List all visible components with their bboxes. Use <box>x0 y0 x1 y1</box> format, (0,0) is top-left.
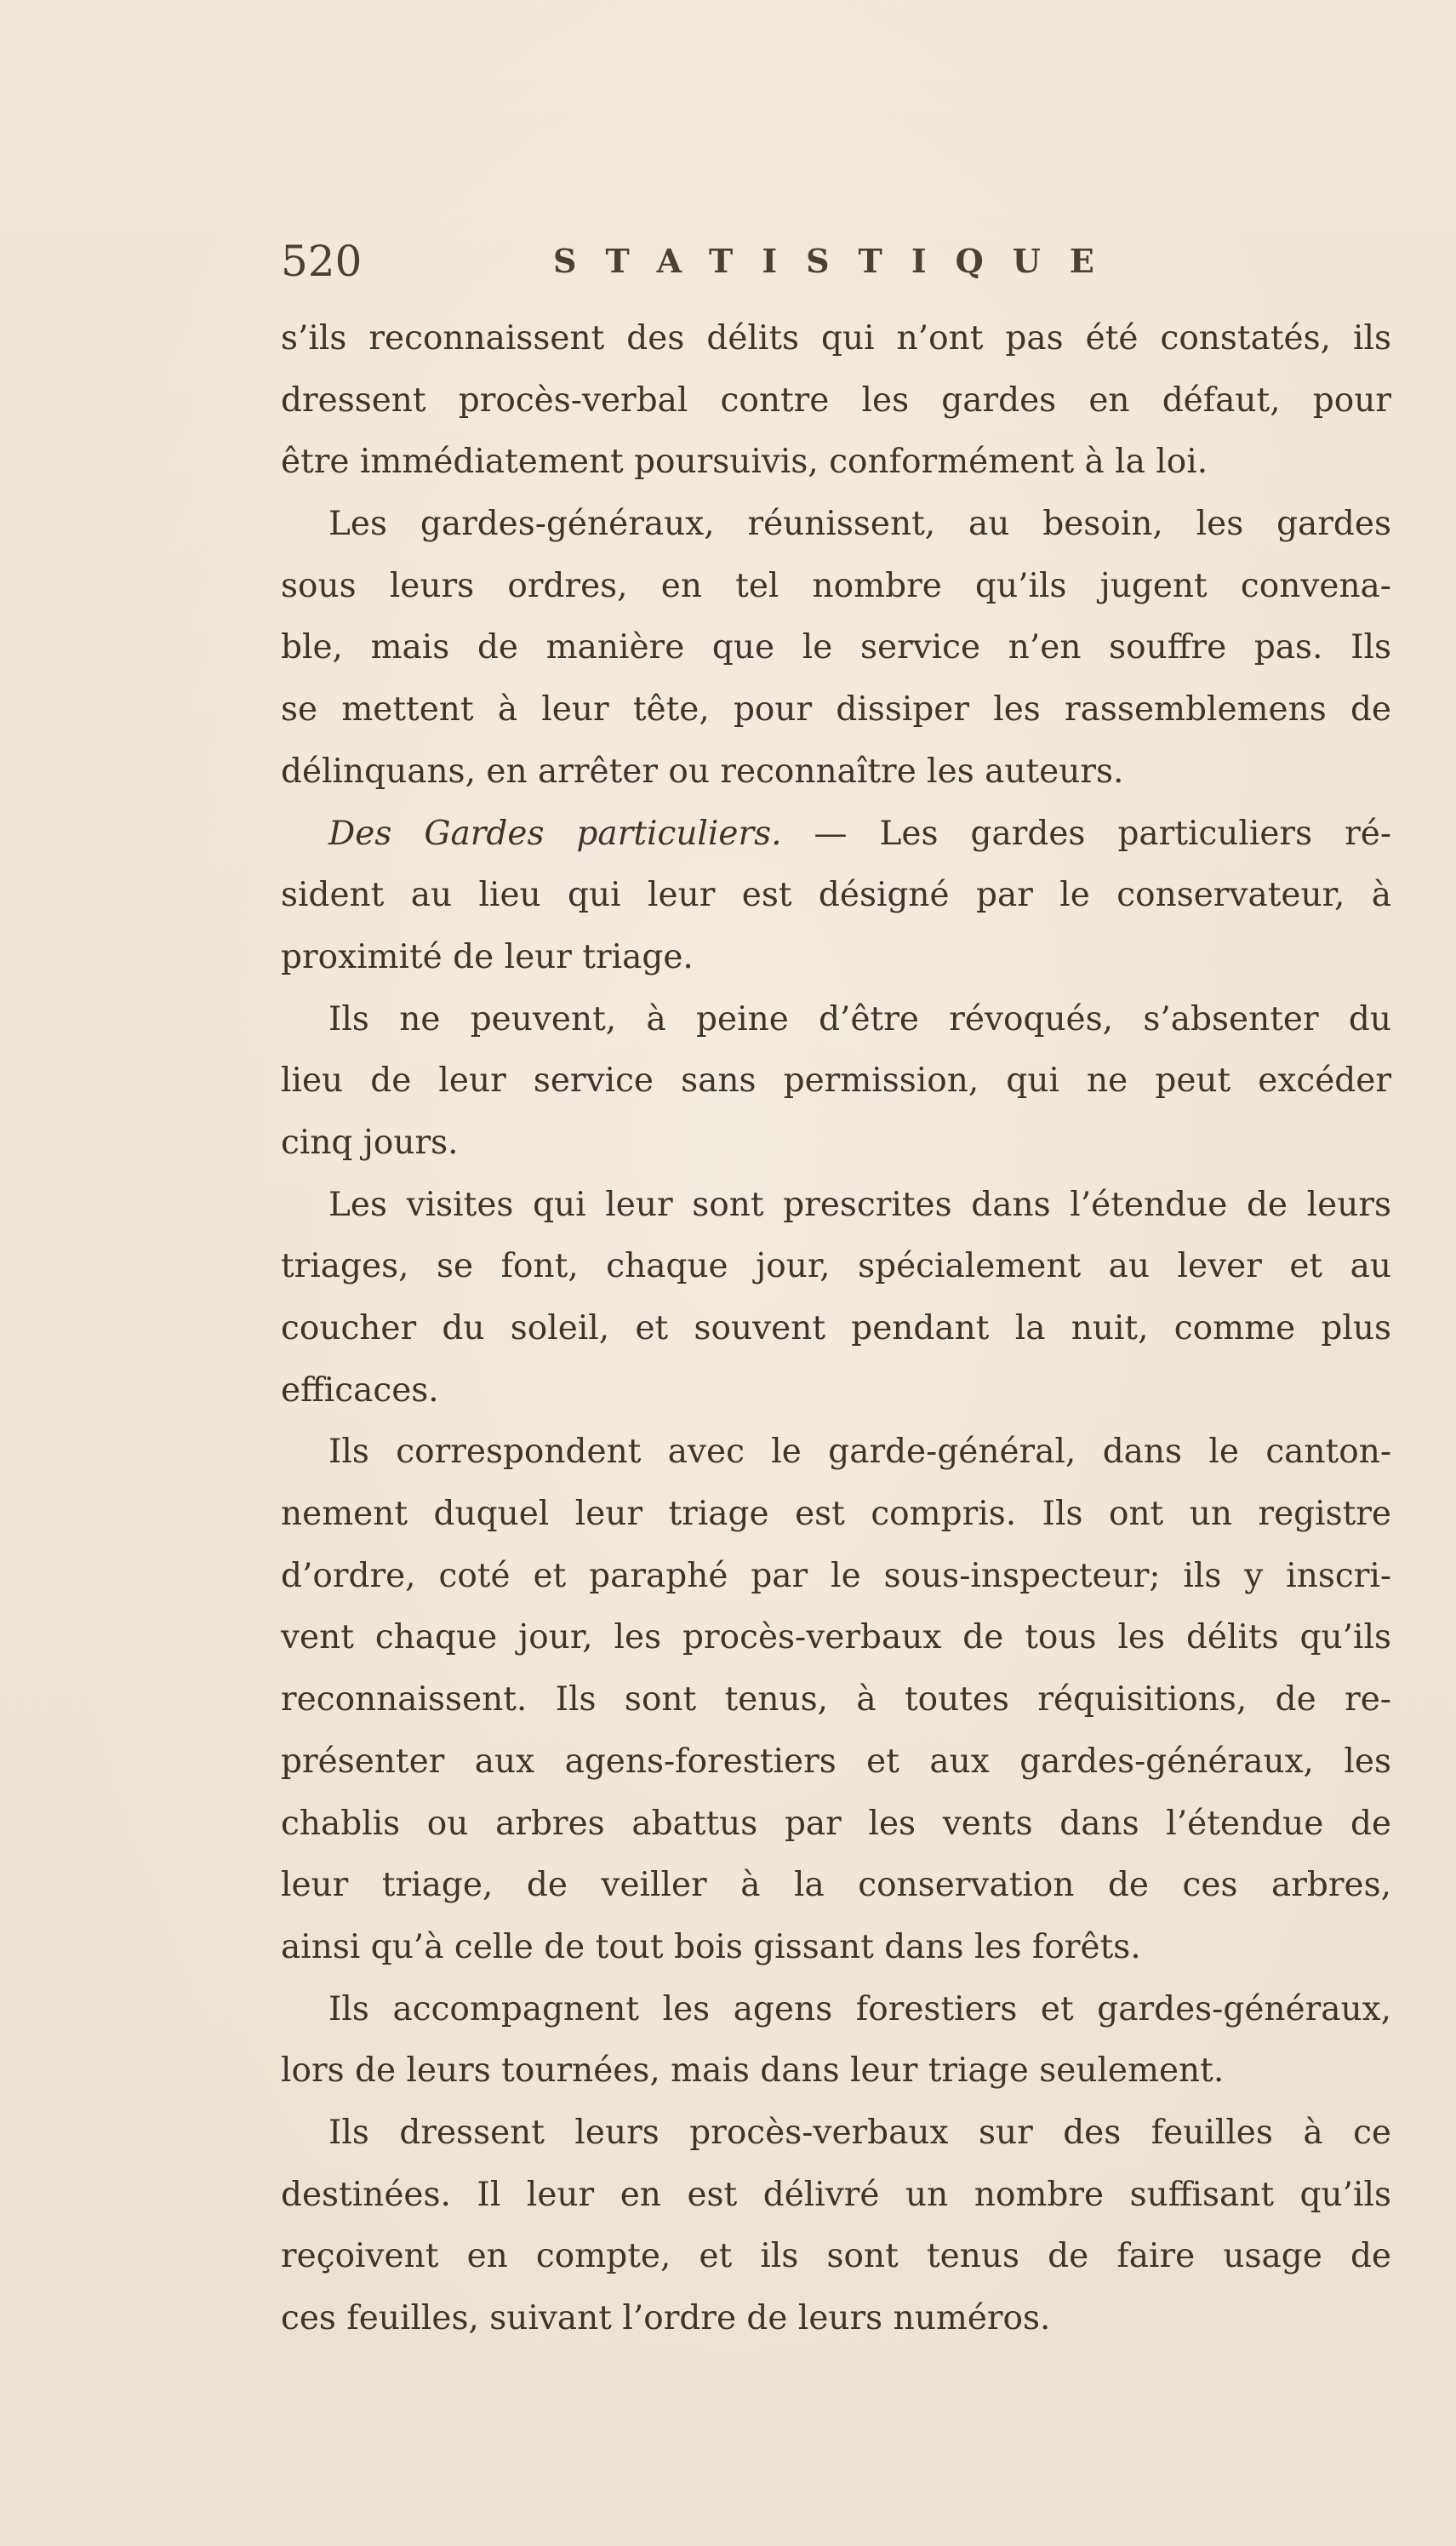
text-line: lieu de leur service sans permission, qui ne peut excéder <box>281 1061 1391 1101</box>
text-line: ces feuilles, suivant l’ordre de leurs numéros. <box>281 2299 1051 2337</box>
page-number: 520 <box>281 237 363 286</box>
section-heading: Des Gardes particuliers. <box>328 814 782 853</box>
text-line: reconnaissent. Ils sont tenus, à toutes réquisitions, de re- <box>281 1680 1391 1719</box>
text-line: cinq jours. <box>281 1123 459 1162</box>
text-line: chablis ou arbres abattus par les vents dans l’étendue de <box>281 1804 1391 1843</box>
body-text <box>281 308 1391 2350</box>
running-head: STATISTIQUE <box>553 242 1123 280</box>
text-fragment: — Les gardes particuliers ré- <box>814 814 1391 853</box>
text-line: être immédiatement poursuivis, conformément à la loi. <box>281 443 1208 482</box>
text-line: lors de leurs tournées, mais dans leur triage seulement. <box>281 2051 1225 2091</box>
paragraph-start-line: Les gardes-généraux, réunissent, au besoin, les gardes <box>328 505 1391 544</box>
text-line: triages, se font, chaque jour, spécialement au lever et au <box>281 1247 1391 1286</box>
paragraph-start-line: Ils accompagnent les agens forestiers et gardes-généraux, <box>328 1989 1391 2028</box>
text-line: nement duquel leur triage est compris. Ils ont un registre <box>281 1495 1391 1534</box>
text-line: sous leurs ordres, en tel nombre qu’ils jugent convena- <box>281 566 1391 605</box>
text-line: reçoivent en compte, et ils sont tenus de faire usage de <box>281 2237 1391 2276</box>
text-line: sident au lieu qui leur est désigné par le conservateur, à <box>281 876 1391 915</box>
text-line: destinées. Il leur en est délivré un nombre suffisant qu’ils <box>281 2175 1391 2214</box>
text-line: d’ordre, coté et paraphé par le sous-inspecteur; ils y inscri- <box>281 1556 1391 1595</box>
text-line: ainsi qu’à celle de tout bois gissant dans les forêts. <box>281 1927 1141 1966</box>
text-line: présenter aux agens-forestiers et aux gardes-généraux, les <box>281 1742 1391 1781</box>
paragraph-start-line: Ils correspondent avec le garde-général, dans le canton- <box>328 1433 1391 1472</box>
text-line: ble, mais de manière que le service n’en souffre pas. Ils <box>281 628 1391 667</box>
text-line: dressent procès-verbal contre les gardes en défaut, pour <box>281 380 1391 420</box>
text-line: efficaces. <box>281 1370 439 1410</box>
page-header <box>281 232 1140 291</box>
section-heading-line <box>281 804 1391 866</box>
paragraph-start-line: Ils dressent leurs procès-verbaux sur des feuilles à ce <box>328 2113 1391 2152</box>
paragraph-start-line: Ils ne peuvent, à peine d’être révoqués, s’absenter du <box>328 999 1391 1038</box>
text-line: délinquans, en arrêter ou reconnaître les auteurs. <box>281 752 1124 791</box>
text-line: leur triage, de veiller à la conservation de ces arbres, <box>281 1866 1391 1905</box>
text-line: proximité de leur triage. <box>281 937 694 976</box>
paragraph-start-line: Les visites qui leur sont prescrites dans l’étendue de leurs <box>328 1185 1391 1224</box>
text-line: se mettent à leur tête, pour dissiper les rassemblemens de <box>281 690 1391 729</box>
text-line: s’ils reconnaissent des délits qui n’ont pas été constatés, ils <box>281 319 1391 358</box>
text-line: vent chaque jour, les procès-verbaux de tous les délits qu’ils <box>281 1618 1391 1657</box>
text-line: coucher du soleil, et souvent pendant la nuit, comme plus <box>281 1309 1391 1347</box>
